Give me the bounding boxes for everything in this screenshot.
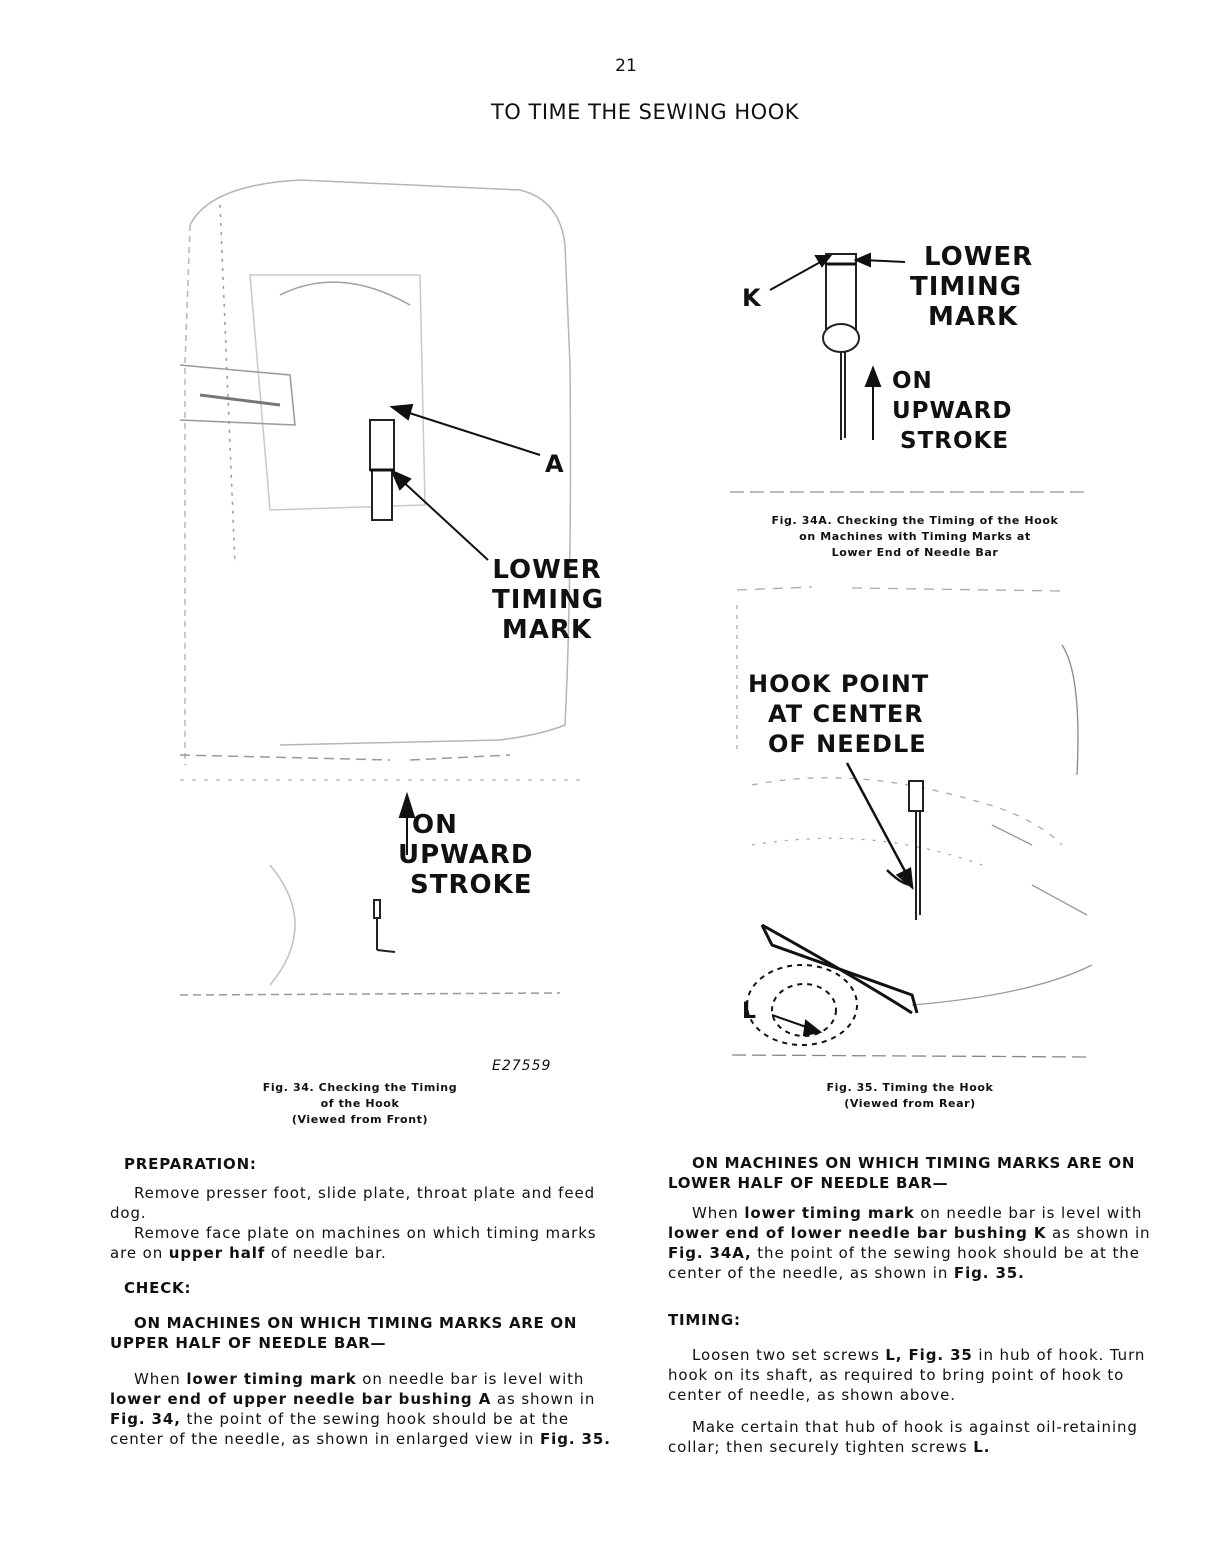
check-bold-2: lower end of upper needle bar bushing A [110,1390,492,1408]
hook-point-line-3: OF NEEDLE [768,730,927,758]
check-paragraph [110,1369,620,1449]
fig34a-caption-line-3: Lower End of Needle Bar [831,546,999,559]
timing-p1-text-1: Loosen two set screws [692,1346,886,1364]
label-a: A [545,450,565,478]
lower-text-4: the point of the sewing hook should be at the center of the needle, as shown in [668,1244,1140,1282]
prep-p2-text-a: Remove face plate on machines on which timing marks are on [110,1224,597,1262]
fig35-caption-line-2: (Viewed from Rear) [844,1097,976,1110]
on-upward-stroke-line-3: STROKE [410,870,533,900]
timing-p1-bold: L, Fig. 35 [885,1346,973,1364]
check-bold-4: Fig. 35. [540,1430,611,1448]
fig34-caption-line-3: (Viewed from Front) [291,1113,429,1126]
label-l: L [742,999,758,1024]
on-upward-stroke-callout [398,810,558,900]
lower-timing-mark-line-1: LOWER [492,555,602,585]
figure-code: E27559 [492,1058,552,1074]
hook-point-line-2: AT CENTER [768,700,924,728]
prep-paragraph-2 [110,1223,620,1263]
prep-p2-text-c: of needle bar. [265,1244,387,1262]
check-bold-1: lower timing mark [186,1370,357,1388]
fig34a-lower-timing-mark-line-1: LOWER [924,242,1034,272]
timing-heading: TIMING: [668,1311,741,1329]
figure-35-illustration [732,585,1097,1060]
lower-text-3: as shown in [1046,1224,1151,1242]
lower-bold-4: Fig. 35. [953,1264,1025,1282]
lower-half-heading: ON MACHINES ON WHICH TIMING MARKS ARE ON LOWER HALF OF NEEDLE BAR— [668,1154,1136,1192]
lower-timing-mark-line-2: TIMING [492,585,605,615]
preparation-text [110,1183,620,1263]
fig34a-caption [760,513,1070,561]
lower-text-2: on needle bar is level with [914,1204,1143,1222]
check-text-2: on needle bar is level with [356,1370,585,1388]
check-heading: CHECK: [124,1279,192,1297]
fig34-caption-line-1: Fig. 34. Checking the Timing [262,1081,458,1094]
figure-34a [730,150,1095,500]
fig34a-on-upward-stroke-callout [892,366,1062,456]
label-k: K [742,284,762,312]
fig34a-on-upward-stroke-line-2: UPWARD [892,398,1013,424]
hook-point-line-1: HOOK POINT [748,670,930,698]
fig34a-lower-timing-mark-callout [910,242,1050,332]
fig34a-on-upward-stroke-line-3: STROKE [900,428,1010,454]
prep-paragraph-1: Remove presser foot, slide plate, throat plate and feed dog. [110,1184,596,1222]
left-column [110,1155,620,1449]
lower-bold-1: lower timing mark [744,1204,915,1222]
timing-p2-text: Make certain that hub of hook is against oil-retaining collar; then securely tighten screws [668,1418,1138,1456]
lower-text-1: When [692,1204,745,1222]
fig34a-caption-line-2: on Machines with Timing Marks at [799,530,1031,543]
fig34a-on-upward-stroke-line-1: ON [892,368,933,394]
lower-text [668,1203,1158,1283]
fig34-caption-line-2: of the Hook [320,1097,400,1110]
check-text [110,1369,620,1449]
lower-bold-3: Fig. 34A, [668,1244,752,1262]
prep-p2-bold: upper half [168,1244,266,1262]
fig35-caption [790,1080,1030,1112]
timing-p1-text-2: in hub of hook. Turn hook on its shaft, as required to bring point of hook to center of needle, as shown above. [668,1346,1146,1404]
check-text-4: the point of the sewing hook should be at the center of the needle, as shown in enlarged view in [110,1410,570,1448]
check-text-1: When [134,1370,187,1388]
lower-bold-2: lower end of lower needle bar bushing K [668,1224,1047,1242]
check-bold-3: Fig. 34, [110,1410,181,1428]
lower-timing-mark-line-3: MARK [501,615,593,645]
lower-timing-mark-callout [492,555,605,645]
preparation-heading: PREPARATION: [124,1155,257,1173]
page-title: TO TIME THE SEWING HOOK [490,100,799,124]
page-number: 21 [615,56,637,76]
upper-half-heading: ON MACHINES ON WHICH TIMING MARKS ARE ON UPPER HALF OF NEEDLE BAR— [110,1314,578,1352]
fig34-caption [240,1080,480,1128]
timing-p2-bold: L. [973,1438,991,1456]
figure-35 [732,585,1097,1060]
timing-text [668,1345,1158,1457]
on-upward-stroke-line-2: UPWARD [398,840,534,870]
figure-34 [180,165,605,1074]
fig34a-lower-timing-mark-line-2: TIMING [910,272,1023,302]
right-column [668,1153,1158,1457]
fig34a-caption-line-1: Fig. 34A. Checking the Timing of the Hook [771,514,1059,527]
timing-paragraph-1 [668,1345,1158,1405]
timing-paragraph-2 [668,1417,1158,1457]
on-upward-stroke-line-1: ON [412,810,458,840]
hook-point-callout [748,669,968,759]
fig35-caption-line-1: Fig. 35. Timing the Hook [826,1081,994,1094]
check-text-3: as shown in [491,1390,596,1408]
lower-paragraph [668,1203,1158,1283]
fig34a-lower-timing-mark-line-3: MARK [928,302,1019,332]
